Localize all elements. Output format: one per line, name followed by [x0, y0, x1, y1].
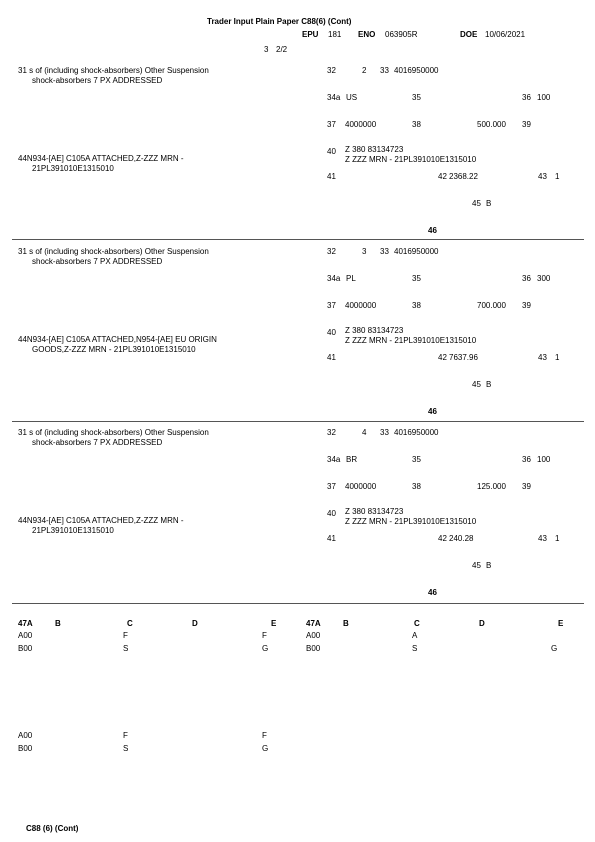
- box33-label: 33: [380, 66, 389, 75]
- box36-value: 100: [537, 93, 551, 102]
- commodity-code: 4016950000: [394, 247, 439, 256]
- tax-value-c: S: [123, 644, 129, 653]
- commodity-code: 4016950000: [394, 428, 439, 437]
- previous-document-line2: Z ZZZ MRN - 21PL391010E1315010: [345, 336, 477, 345]
- box47-header-a: 47A: [306, 619, 321, 628]
- box37-label: 37: [327, 120, 336, 129]
- box45-value: B: [486, 561, 492, 570]
- box47-header-e: E: [271, 619, 277, 628]
- box31-description: 31 s of (including shock-absorbers) Other Suspension: [18, 247, 209, 256]
- net-mass: 700.000: [477, 301, 506, 310]
- item-price: 7637.96: [449, 353, 478, 362]
- box47-header-c: C: [127, 619, 133, 628]
- box44-info: 44N934-[AE] C105A ATTACHED,N954-[AE] EU ORIGIN: [18, 335, 217, 344]
- tax-value-e: G: [262, 744, 269, 753]
- box44-info-cont: GOODS,Z-ZZZ MRN - 21PL391010E1315010: [32, 345, 196, 354]
- form-footer: C88 (6) (Cont): [26, 824, 79, 833]
- box35-label: 35: [412, 455, 421, 464]
- origin-country: BR: [346, 455, 358, 464]
- eno-value: 063905R: [385, 30, 418, 39]
- origin-country: PL: [346, 274, 356, 283]
- box38-label: 38: [412, 301, 421, 310]
- box42-label: 42: [438, 353, 447, 362]
- box40-label: 40: [327, 509, 336, 518]
- tax-type: B00: [306, 644, 321, 653]
- box43-label: 43: [538, 534, 547, 543]
- box43-label: 43: [538, 353, 547, 362]
- net-mass: 500.000: [477, 120, 506, 129]
- box31-description-cont: shock-absorbers 7 PX ADDRESSED: [32, 76, 163, 85]
- box40-label: 40: [327, 328, 336, 337]
- box39-label: 39: [522, 482, 531, 491]
- box34-label: 34a: [327, 93, 341, 102]
- box37-label: 37: [327, 301, 336, 310]
- box38-label: 38: [412, 120, 421, 129]
- box32-label: 32: [327, 428, 336, 437]
- box46-label: 46: [428, 407, 437, 416]
- box45-value: B: [486, 380, 492, 389]
- box46-label: 46: [428, 588, 437, 597]
- box36-label: 36: [522, 455, 531, 464]
- box44-info-cont: 21PL391010E1315010: [32, 164, 114, 173]
- box47-header-d: D: [192, 619, 198, 628]
- box31-description: 31 s of (including shock-absorbers) Other Suspension: [18, 428, 209, 437]
- previous-document-line1: Z 380 83134723: [345, 507, 404, 516]
- tax-type: B00: [18, 744, 33, 753]
- page-of: 2/2: [276, 45, 288, 54]
- item-block: [0, 243, 595, 425]
- doe-label: DOE: [460, 30, 478, 39]
- epu-value: 181: [328, 30, 342, 39]
- divider: [12, 603, 584, 604]
- box43-value: 1: [555, 172, 560, 181]
- origin-country: US: [346, 93, 358, 102]
- box47-header-d: D: [479, 619, 485, 628]
- tax-type: A00: [18, 731, 33, 740]
- box35-label: 35: [412, 93, 421, 102]
- eno-label: ENO: [358, 30, 376, 39]
- tax-value-c: S: [412, 644, 418, 653]
- box32-label: 32: [327, 247, 336, 256]
- item-block: [0, 424, 595, 606]
- box47-header-b: B: [343, 619, 349, 628]
- net-mass: 125.000: [477, 482, 506, 491]
- page-number: 3: [264, 45, 269, 54]
- item-number: 3: [362, 247, 367, 256]
- box41-label: 41: [327, 172, 336, 181]
- box40-label: 40: [327, 147, 336, 156]
- box47-header-c: C: [414, 619, 420, 628]
- procedure-code: 4000000: [345, 120, 377, 129]
- box42-label: 42: [438, 172, 447, 181]
- doe-value: 10/06/2021: [485, 30, 526, 39]
- box47-header-e: E: [558, 619, 564, 628]
- box47-header-b: B: [55, 619, 61, 628]
- box42-label: 42: [438, 534, 447, 543]
- previous-document-line2: Z ZZZ MRN - 21PL391010E1315010: [345, 517, 477, 526]
- box41-label: 41: [327, 353, 336, 362]
- tax-value-e: G: [551, 644, 558, 653]
- box36-value: 100: [537, 455, 551, 464]
- box31-description-cont: shock-absorbers 7 PX ADDRESSED: [32, 257, 163, 266]
- box45-value: B: [486, 199, 492, 208]
- box35-label: 35: [412, 274, 421, 283]
- tax-type: A00: [306, 631, 321, 640]
- box47-header-a: 47A: [18, 619, 33, 628]
- box39-label: 39: [522, 301, 531, 310]
- tax-value-e: F: [262, 631, 267, 640]
- box43-label: 43: [538, 172, 547, 181]
- tax-value-e: F: [262, 731, 267, 740]
- box39-label: 39: [522, 120, 531, 129]
- tax-value-c: F: [123, 731, 128, 740]
- item-price: 2368.22: [449, 172, 478, 181]
- box33-label: 33: [380, 247, 389, 256]
- box34-label: 34a: [327, 455, 341, 464]
- divider: [12, 421, 584, 422]
- previous-document-line1: Z 380 83134723: [345, 326, 404, 335]
- box32-label: 32: [327, 66, 336, 75]
- box46-label: 46: [428, 226, 437, 235]
- commodity-code: 4016950000: [394, 66, 439, 75]
- box36-value: 300: [537, 274, 551, 283]
- tax-value-c: A: [412, 631, 418, 640]
- divider: [12, 239, 584, 240]
- tax-value-e: G: [262, 644, 269, 653]
- box37-label: 37: [327, 482, 336, 491]
- tax-value-c: S: [123, 744, 129, 753]
- procedure-code: 4000000: [345, 301, 377, 310]
- box36-label: 36: [522, 274, 531, 283]
- box45-label: 45: [472, 561, 481, 570]
- item-number: 4: [362, 428, 367, 437]
- box41-label: 41: [327, 534, 336, 543]
- previous-document-line1: Z 380 83134723: [345, 145, 404, 154]
- box33-label: 33: [380, 428, 389, 437]
- box31-description-cont: shock-absorbers 7 PX ADDRESSED: [32, 438, 163, 447]
- page-title: Trader Input Plain Paper C88(6) (Cont): [207, 17, 352, 26]
- item-number: 2: [362, 66, 367, 75]
- box36-label: 36: [522, 93, 531, 102]
- box44-info: 44N934-[AE] C105A ATTACHED,Z-ZZZ MRN -: [18, 516, 184, 525]
- tax-type: B00: [18, 644, 33, 653]
- box45-label: 45: [472, 380, 481, 389]
- box31-description: 31 s of (including shock-absorbers) Other Suspension: [18, 66, 209, 75]
- tax-type: A00: [18, 631, 33, 640]
- previous-document-line2: Z ZZZ MRN - 21PL391010E1315010: [345, 155, 477, 164]
- box34-label: 34a: [327, 274, 341, 283]
- tax-value-c: F: [123, 631, 128, 640]
- box43-value: 1: [555, 534, 560, 543]
- item-block: [0, 62, 595, 244]
- box43-value: 1: [555, 353, 560, 362]
- item-price: 240.28: [449, 534, 474, 543]
- procedure-code: 4000000: [345, 482, 377, 491]
- box38-label: 38: [412, 482, 421, 491]
- epu-label: EPU: [302, 30, 319, 39]
- box44-info: 44N934-[AE] C105A ATTACHED,Z-ZZZ MRN -: [18, 154, 184, 163]
- box45-label: 45: [472, 199, 481, 208]
- box44-info-cont: 21PL391010E1315010: [32, 526, 114, 535]
